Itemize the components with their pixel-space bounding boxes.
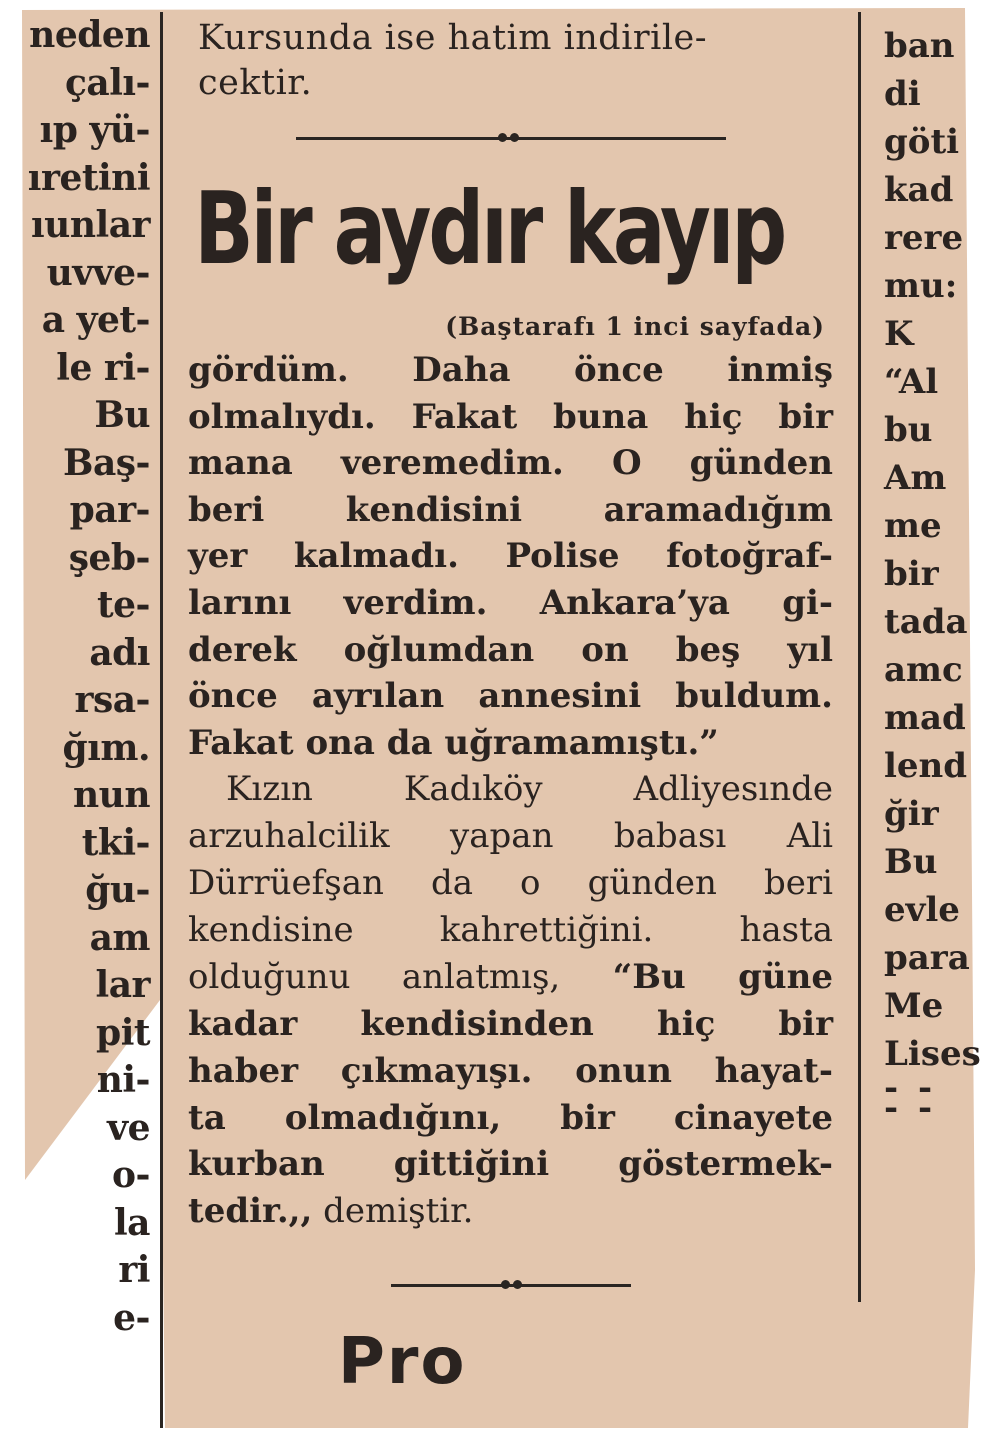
text-line: mu: bbox=[884, 266, 958, 306]
text-line: kad bbox=[884, 170, 954, 210]
text-line: ri bbox=[118, 1249, 150, 1291]
text-line: e- bbox=[113, 1296, 150, 1339]
previous-article-ending bbox=[188, 16, 833, 106]
text-line: nun bbox=[72, 774, 150, 816]
article bbox=[188, 0, 833, 1397]
text-line: olmalıydı. Fakat buna hiç bir bbox=[188, 396, 833, 437]
report-paragraph bbox=[188, 766, 833, 954]
text-line: tki- bbox=[81, 821, 150, 864]
text-line: o- bbox=[112, 1154, 150, 1196]
text-line: Dürrüefşan da o günden beri bbox=[188, 863, 833, 904]
text-line: bu bbox=[884, 410, 933, 450]
text-line: ve bbox=[107, 1106, 150, 1149]
quote-paragraph-2 bbox=[188, 1001, 833, 1187]
text-line: bir bbox=[884, 554, 939, 594]
text-line: te- bbox=[97, 584, 150, 626]
text-line: ğu- bbox=[85, 869, 150, 911]
text-line: le ri- bbox=[56, 346, 150, 389]
text-line: pit bbox=[96, 1011, 150, 1054]
text-line: para bbox=[884, 938, 970, 978]
text-line: larını verdim. Ankara’ya gi- bbox=[188, 582, 833, 623]
text-line: önce ayrılan annesini buldum. bbox=[188, 676, 833, 717]
text-line: Me bbox=[884, 986, 944, 1026]
text-line: ta olmadığını, bir cinayete bbox=[188, 1097, 833, 1138]
text-line: ıunlar bbox=[31, 204, 150, 246]
right-column-dashes: - - - - bbox=[884, 1068, 937, 1128]
text-line: ğir bbox=[884, 794, 939, 834]
left-column-fragments bbox=[22, 12, 150, 1342]
text-line: am bbox=[89, 916, 150, 959]
text-line: Bu bbox=[884, 842, 938, 882]
text-line: kurban gittiğini göstermek- bbox=[188, 1144, 833, 1185]
text-line: rsa- bbox=[74, 679, 150, 721]
right-column-fragments bbox=[884, 22, 981, 1128]
text-line: la bbox=[113, 1201, 150, 1244]
text-line: rere bbox=[884, 218, 964, 258]
body-line bbox=[188, 954, 833, 1001]
body-text-plain: olduğunu anlatmış, bbox=[188, 957, 561, 998]
next-headline-fragment: Pro bbox=[338, 1324, 467, 1399]
text-line: Baş- bbox=[63, 441, 150, 484]
text-line: Lises bbox=[884, 1034, 981, 1074]
closing-line bbox=[188, 1188, 833, 1235]
text-line: gördüm. Daha önce inmiş bbox=[188, 350, 833, 390]
text-line: a yet- bbox=[41, 299, 150, 341]
text-line: evle bbox=[884, 890, 960, 930]
text-line: kendisine kahrettiğini. hasta bbox=[188, 910, 833, 951]
text-line: ban bbox=[884, 26, 955, 66]
text-line: lend bbox=[884, 746, 968, 786]
continuation-note: (Baştarafı 1 inci sayfada) bbox=[445, 312, 825, 341]
closing-plain: demiştir. bbox=[312, 1190, 474, 1231]
text-line: me bbox=[884, 506, 942, 546]
text-line: şeb- bbox=[68, 536, 150, 579]
text-line: arzuhalcilik yapan babası Ali bbox=[188, 816, 833, 857]
text-line: neden bbox=[29, 14, 150, 56]
previous-article-line: cektir. bbox=[198, 63, 313, 103]
column-divider-left bbox=[160, 12, 163, 1428]
separator-rule-bottom bbox=[391, 1275, 631, 1295]
text-line: Bu bbox=[94, 394, 150, 436]
text-line: beri kendisini aramadığım bbox=[188, 489, 833, 530]
headline: Bir aydır kayıp bbox=[194, 170, 785, 287]
text-line: Am bbox=[884, 458, 947, 498]
text-line: amc bbox=[884, 650, 963, 690]
text-line: mad bbox=[884, 698, 966, 738]
text-line: mana veremedim. O günden bbox=[188, 443, 833, 484]
text-line: kadar kendisinden hiç bir bbox=[188, 1004, 833, 1045]
text-line: derek oğlumdan on beş yıl bbox=[188, 629, 833, 670]
body-text-bold: “Bu güne bbox=[560, 957, 833, 998]
text-line: di bbox=[884, 74, 921, 114]
text-line: par- bbox=[69, 489, 150, 531]
quote-paragraph bbox=[188, 347, 833, 766]
text-line: K bbox=[884, 314, 914, 354]
text-line: ıp yü- bbox=[39, 109, 150, 151]
text-line: çalı- bbox=[64, 61, 150, 104]
text-line: tada bbox=[884, 602, 968, 642]
text-line: uvve- bbox=[46, 251, 150, 294]
text-line: adı bbox=[89, 631, 150, 674]
text-line: göti bbox=[884, 122, 960, 162]
text-line: ğım. bbox=[62, 726, 150, 769]
text-line: ıretini bbox=[27, 156, 150, 199]
text-line: ni- bbox=[96, 1059, 150, 1101]
text-line: “Al bbox=[884, 362, 939, 402]
text-line: Kızın Kadıköy Adliyesınde bbox=[226, 769, 833, 810]
closing-bold: tedir.,, bbox=[188, 1190, 313, 1231]
column-divider-right bbox=[858, 12, 861, 1302]
previous-article-line: Kursunda ise hatim indirile- bbox=[198, 18, 708, 58]
text-line: haber çıkmayışı. onun hayat- bbox=[188, 1050, 833, 1091]
text-line: yer kalmadı. Polise fotoğraf- bbox=[188, 536, 833, 577]
text-line: lar bbox=[95, 964, 150, 1006]
text-line: Fakat ona da uğramamıştı.” bbox=[188, 722, 719, 763]
separator-rule bbox=[296, 128, 726, 148]
